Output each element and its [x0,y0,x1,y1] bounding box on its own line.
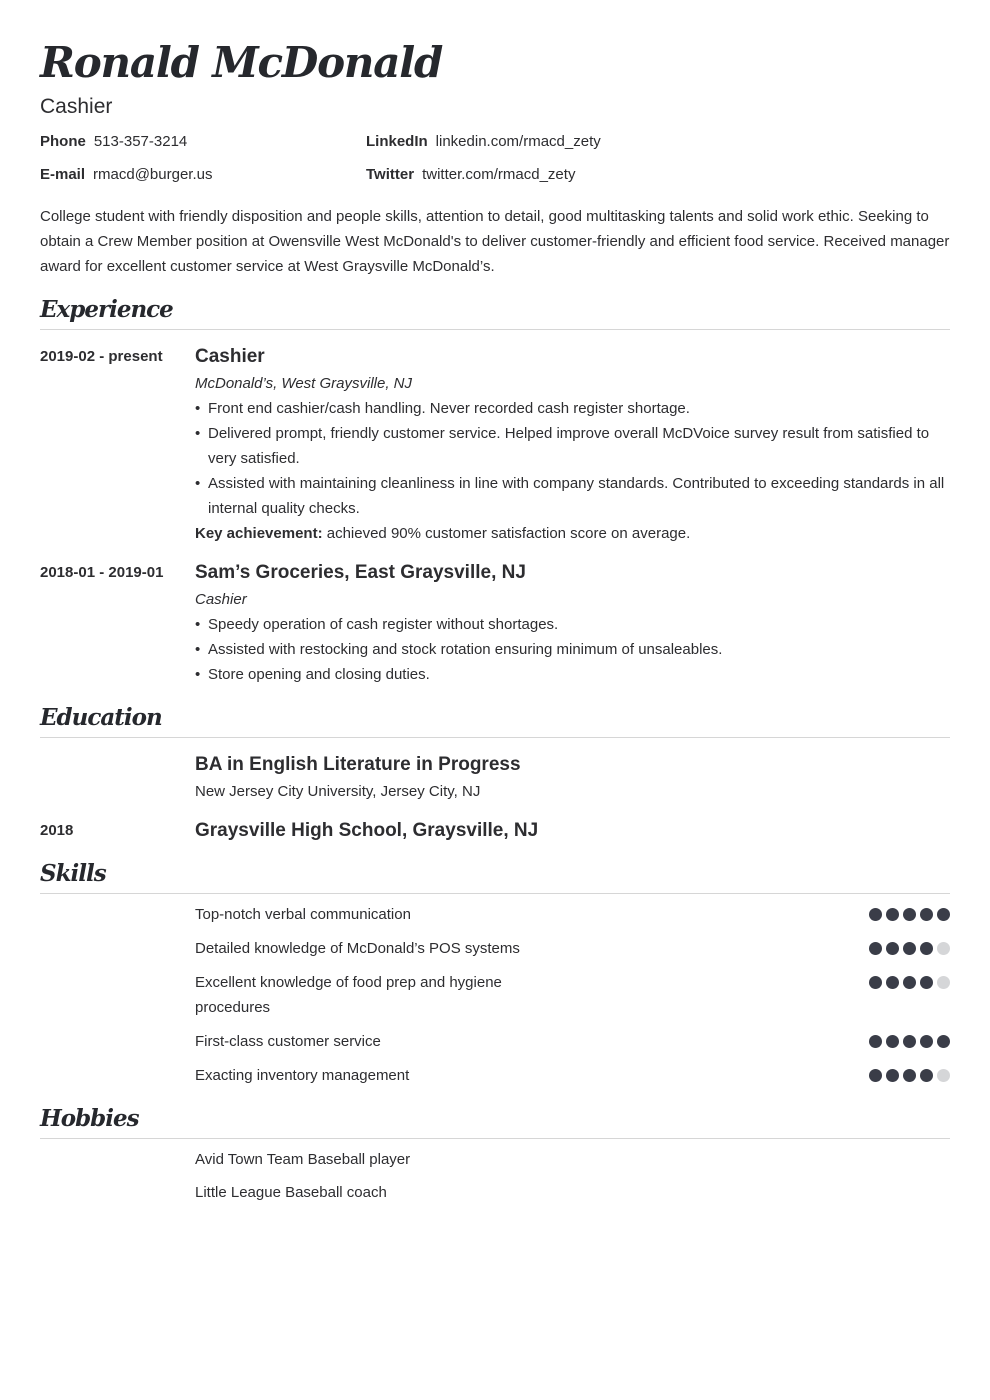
rating-dot-filled [886,942,899,955]
skill-item [195,970,950,1020]
education-entry [40,818,950,843]
skill-rating [865,976,950,989]
rating-dot-empty [937,976,950,989]
bullet-item: • Front end cashier/cash handling. Never recorded cash register shortage. [195,396,950,421]
experience-entry [40,344,950,546]
education-date: 2018 [40,822,74,839]
education-section-header [40,703,950,738]
rating-dot-filled [886,976,899,989]
rating-dot-filled [869,1035,882,1048]
contact-phone-value[interactable]: 513-357-3214 [93,133,188,150]
rating-dot-empty [937,1069,950,1082]
rating-dot-empty [937,942,950,955]
contact-email-label: E-mail [40,166,86,183]
rating-dot-filled [869,942,882,955]
contact-linkedin-value[interactable]: linkedin.com/rmacd_zety [435,133,601,150]
rating-dot-filled [920,942,933,955]
rating-dot-filled [920,1035,933,1048]
experience-bullets [195,612,950,687]
bullet-item: • Assisted with restocking and stock rotation ensuring minimum of unsaleables. [195,637,950,662]
skill-name: Excellent knowledge of food prep and hygiene procedures [195,974,502,1016]
rating-dot-filled [903,976,916,989]
experience-body [195,560,950,687]
rating-dot-filled [903,942,916,955]
key-achievement-label: Key achievement: [195,525,323,542]
skill-item [195,902,950,927]
hobbies-section-header [40,1104,950,1139]
experience-section-header [40,295,950,330]
skill-name: First-class customer service [195,1033,381,1050]
experience-employer: McDonald’s, West Graysville, NJ [195,375,413,392]
education-body [195,752,950,804]
resume-name: Ronald McDonald [40,38,443,87]
skill-name: Exacting inventory management [195,1067,410,1084]
contact-email-value[interactable]: rmacd@burger.us [93,166,213,183]
bullet-item: • Assisted with maintaining cleanliness in line with company standards. Contributed to exceeding standards in all internal quality checks. [195,471,950,521]
key-achievement-text: achieved 90% customer satisfaction score on average. [322,525,691,542]
experience-entry [40,560,950,687]
experience-body [195,344,950,546]
experience-date: 2018-01 - 2019-01 [40,564,164,581]
skill-rating [865,1069,950,1082]
experience-title: Sam’s Groceries, East Graysville, NJ [195,562,526,583]
skill-rating [865,908,950,921]
rating-dot-filled [869,1069,882,1082]
education-degree: BA in English Literature in Progress [195,754,521,775]
skill-name: Detailed knowledge of McDonald’s POS systems [195,940,520,957]
rating-dot-filled [920,976,933,989]
education-body [195,818,950,843]
education-school-title: Graysville High School, Graysville, NJ [195,820,539,841]
hobbies-list [40,1147,950,1205]
bullet-item: • Delivered prompt, friendly customer service. Helped improve overall McDVoice survey result from satisfied to very satisfied. [195,421,950,471]
rating-dot-filled [937,908,950,921]
experience-bullets [195,396,950,521]
skill-item [195,1029,950,1054]
hobby-item: Little League Baseball coach [195,1184,387,1201]
contact-linkedin-label: LinkedIn [366,133,428,150]
rating-dot-filled [903,1069,916,1082]
key-achievement [195,521,950,546]
rating-dot-filled [886,1069,899,1082]
experience-date: 2019-02 - present [40,348,163,365]
bullet-item: • Store opening and closing duties. [195,662,950,687]
contact-info [40,132,950,198]
education-school: New Jersey City University, Jersey City, NJ [195,783,481,800]
rating-dot-filled [937,1035,950,1048]
rating-dot-filled [920,1069,933,1082]
skill-name: Top-notch verbal communication [195,906,411,923]
skills-list [40,902,950,1088]
skill-rating [865,942,950,955]
education-entry [40,752,950,804]
rating-dot-filled [886,908,899,921]
hobby-item: Avid Town Team Baseball player [195,1151,411,1168]
contact-twitter-value[interactable]: twitter.com/rmacd_zety [422,166,576,183]
skills-heading: Skills [40,860,106,887]
contact-linkedin [366,132,601,152]
contact-email [40,165,212,185]
experience-title: Cashier [195,346,265,367]
rating-dot-filled [886,1035,899,1048]
contact-twitter [366,165,575,185]
experience-position: Cashier [195,591,247,608]
hobbies-heading: Hobbies [40,1105,139,1132]
bullet-item: • Speedy operation of cash register without shortages. [195,612,950,637]
education-heading: Education [40,704,162,731]
skill-item [195,1063,950,1088]
contact-phone-label: Phone [40,133,86,150]
contact-twitter-label: Twitter [366,166,415,183]
rating-dot-filled [869,976,882,989]
rating-dot-filled [903,1035,916,1048]
contact-phone [40,132,187,152]
rating-dot-filled [869,908,882,921]
rating-dot-filled [903,908,916,921]
resume-role: Cashier [40,95,113,118]
skill-item [195,936,950,961]
skills-section-header [40,859,950,894]
rating-dot-filled [920,908,933,921]
summary-paragraph: College student with friendly disposition and people skills, attention to detail, good multitasking talents and solid work ethic. Seeking to obtain a Crew Member position at Owensville West McDonald's to deliver customer-friendly and efficient food service. Received manager award for excellent customer service at West Graysville McDonald’s. [40,208,950,275]
skill-rating [865,1035,950,1048]
experience-heading: Experience [40,296,173,323]
